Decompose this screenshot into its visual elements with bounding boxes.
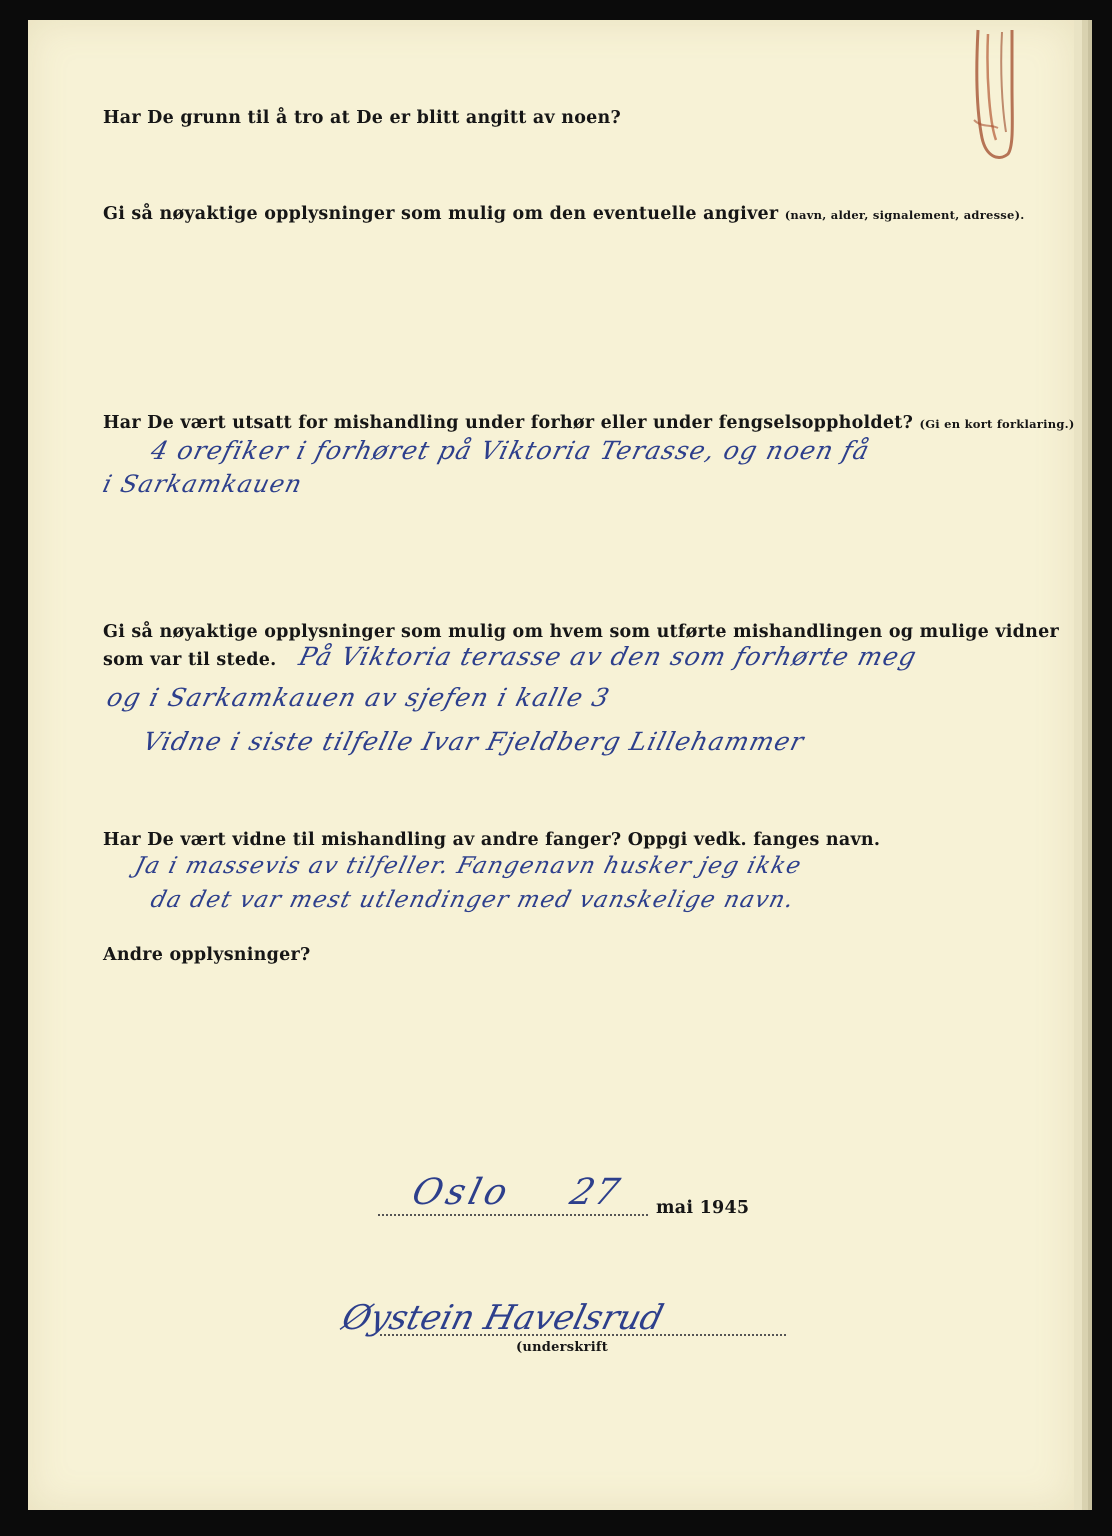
answer-perpetrators-line-1: På Viktoria terasse av den som forhørte meg [296, 642, 921, 671]
question-perpetrators-line-2: som var til stede. [103, 650, 277, 670]
answer-witness-line-1: Ja i massevis av tilfeller. Fangenavn husker jeg ikke [132, 853, 805, 879]
question-note: (navn, alder, signalement, adresse). [784, 208, 1025, 222]
answer-perpetrators-line-2: og i Sarkamkauen av sjefen i kalle 3 [104, 683, 614, 712]
signature: Øystein Havelsrud [338, 1298, 668, 1338]
page-edge [1074, 20, 1082, 1510]
answer-mistreatment-line-1: 4 orefiker i forhøret på Viktoria Terasse, og noen få [148, 436, 874, 465]
document-page [28, 20, 1074, 1510]
question-note: (Gi en kort forklaring.) [919, 417, 1075, 431]
date-dotted-line [378, 1214, 648, 1216]
answer-witness-line-2: da det var mest utlendinger med vanskelige navn. [148, 887, 798, 913]
staple-mark [968, 28, 1024, 164]
question-perpetrators-line-1: Gi så nøyaktige opplysninger som mulig om hvem som utførte mishandlingen og mulige vidner [103, 622, 1059, 642]
question-text: Har De vært utsatt for mishandling under forhør eller under fengselsoppholdet? [103, 413, 914, 433]
day-handwritten: 27 [566, 1172, 625, 1213]
answer-perpetrators-line-3: Vidne i siste tilfelle Ivar Fjeldberg Lillehammer [140, 727, 808, 756]
page-edge [1088, 20, 1092, 1510]
question-other-info: Andre opplysninger? [103, 945, 311, 965]
answer-mistreatment-line-2: i Sarkamkauen [100, 470, 306, 498]
question-informer-details [103, 204, 1025, 224]
question-informer: Har De grunn til å tro at De er blitt angitt av noen? [103, 108, 621, 128]
date-printed: mai 1945 [656, 1198, 750, 1218]
question-text: Gi så nøyaktige opplysninger som mulig om den eventuelle angiver [103, 204, 779, 224]
question-mistreatment [103, 413, 1075, 433]
question-witness: Har De vært vidne til mishandling av andre fanger? Oppgi vedk. fanges navn. [103, 830, 881, 850]
signature-caption: (underskrift [516, 1340, 608, 1355]
place-handwritten: Oslo [408, 1172, 516, 1213]
